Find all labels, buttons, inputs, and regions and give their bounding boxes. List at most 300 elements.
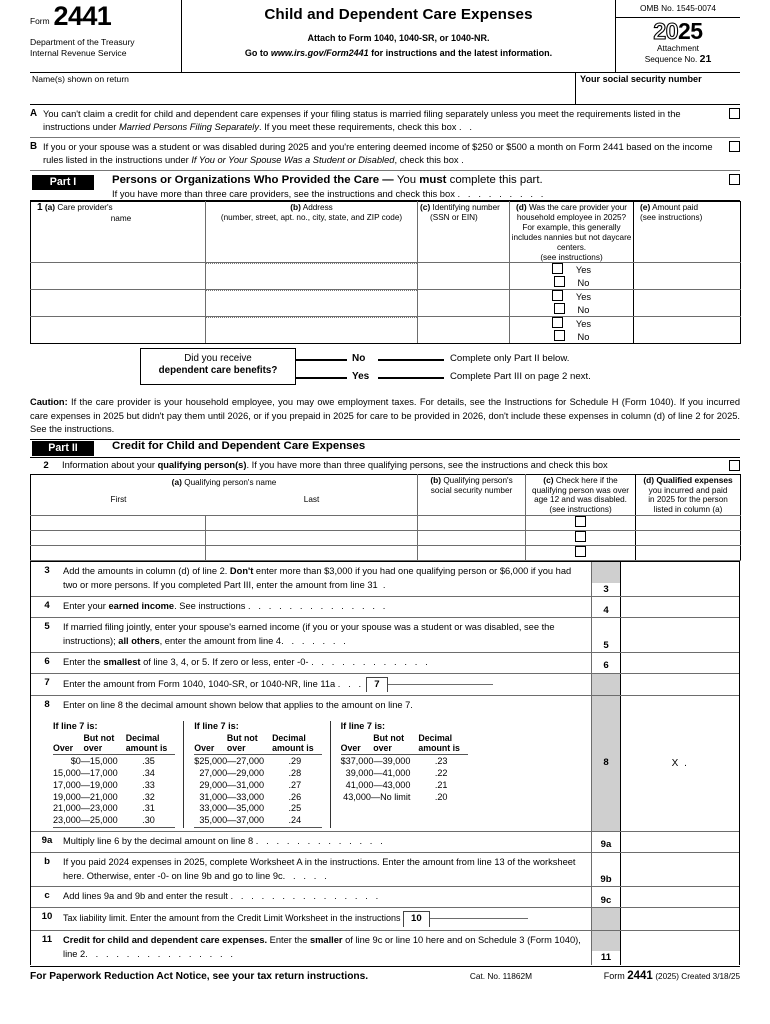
line-4-text-1: Enter your <box>63 601 109 612</box>
part-1-subtitle <box>112 188 740 199</box>
irs-url[interactable]: www.irs.gov/Form2441 <box>270 47 369 58</box>
form-title-block <box>182 0 615 72</box>
dt1-row <box>53 803 175 815</box>
line-5-text-2: , enter the amount from line 4 <box>159 635 282 646</box>
qualifying-persons-table <box>30 474 741 561</box>
line-3-number: 3 <box>44 565 50 577</box>
line-8-value: X . <box>671 757 689 769</box>
part-1-title-post: complete this part. <box>446 173 543 186</box>
dt1-range: 23,000—25,000 <box>53 815 126 827</box>
col-d-head: Was the care provider your household employee in 2025? <box>516 203 627 223</box>
line-4-text <box>63 597 591 617</box>
q-col-b-head2: social security number <box>430 485 513 495</box>
line-3-row <box>31 561 739 596</box>
dt3-row <box>341 767 468 779</box>
line-6-text <box>63 653 591 673</box>
caution-text: If the care provider is your household employee, you may owe employment taxes. For details, see the Instructions for Schedule H (Form 1040). If you incurred care expenses in 2025 but didn't pay them until 2026, or if you prepaid in 2025 for care to be provided in 2026, don't include these expenses in column (d) of line 2 for 2025. See the instructions. <box>30 397 740 435</box>
line-7-row <box>31 673 739 695</box>
q-col-d-head4: listed in column (a) <box>653 505 723 515</box>
household-yes-option[interactable] <box>541 290 602 303</box>
line-3-bold: Don't <box>229 566 254 577</box>
q-col-c-head: Check here if the <box>555 475 618 485</box>
line-6-row <box>31 652 739 673</box>
col-c-head: Identifying number <box>432 203 500 213</box>
col-b-header <box>206 202 418 263</box>
household-yes-checkbox[interactable] <box>552 290 563 301</box>
col-a-header <box>31 202 206 263</box>
line-b-letter: B <box>30 140 38 152</box>
line-11-row <box>31 930 739 965</box>
dt1-decimal: .33 <box>142 779 155 790</box>
line-9a-amount[interactable] <box>621 832 739 852</box>
line-9a-box-label: 9a <box>600 839 612 851</box>
dt1-decimal: .35 <box>142 755 155 766</box>
footer-year: (2025) <box>655 971 679 981</box>
line-10-number: 10 <box>41 911 53 923</box>
treasury-line: Department of the Treasury <box>30 36 135 47</box>
tax-year-century: 20 <box>653 17 678 44</box>
col-a-head2: name <box>110 214 132 224</box>
line-5-number: 5 <box>44 620 50 632</box>
dt3-decimal-header: Decimal amount is <box>418 734 468 755</box>
col-d-head2: For example, this generally includes nannies but not daycare centers. <box>511 223 632 252</box>
line-a-text-2: . If you meet these requirements, check this box <box>259 122 457 133</box>
line-a-letter: A <box>30 108 38 119</box>
household-no-option[interactable] <box>543 330 601 343</box>
line-a-leaders: . . <box>459 122 475 133</box>
line-7-inline-value[interactable] <box>388 684 493 685</box>
benefits-no-result: Complete only Part II below. <box>450 353 570 365</box>
col-d-header <box>510 202 634 263</box>
q-col-b-tag: (b) <box>430 474 442 485</box>
line-b-text-2: , check this box <box>394 155 459 166</box>
part-1-title <box>94 174 740 200</box>
dt2-range: 31,000—33,000 <box>199 791 265 802</box>
provider-id-cell[interactable] <box>418 317 510 344</box>
household-no-option[interactable] <box>543 276 601 289</box>
name-label: Name(s) shown on return <box>32 74 129 84</box>
dt3-row <box>341 779 468 791</box>
part-1-subtitle-text: If you have more than three care providers, see the instructions and check this box <box>112 188 455 200</box>
line-9c-leaders: . . . . . . . . . . . . . . . <box>230 891 381 902</box>
line-6-amount[interactable] <box>621 653 739 673</box>
dt3-range: $37,000—39,000 <box>340 755 411 766</box>
q-last-cell[interactable] <box>206 516 418 531</box>
line-8-number: 8 <box>44 699 50 711</box>
dt2-range: 35,000—37,000 <box>194 815 272 827</box>
line-8-box <box>591 696 621 830</box>
provider-id-cell[interactable] <box>418 263 510 290</box>
line-a-text-1: You can't claim a credit for child and dependent care expenses if your filing status is married filing separately unless you meet the requirements listed in the instructions under <box>43 109 681 133</box>
col-a-head: Care provider's <box>57 203 113 213</box>
table-row <box>31 516 741 531</box>
line-11-amount[interactable] <box>621 931 739 965</box>
line-a-checkbox[interactable] <box>729 108 740 119</box>
q-disabled-checkbox[interactable] <box>575 516 586 527</box>
benefits-question-line1: Did you receive <box>184 353 252 365</box>
q-col-d-head3: in 2025 for the person <box>648 495 728 505</box>
caution-label: Caution: <box>30 397 68 408</box>
q-first-cell[interactable] <box>31 516 206 531</box>
caution-paragraph <box>30 392 740 439</box>
line-11-bold-1: Credit for child and dependent care expenses. <box>63 934 268 945</box>
line-7-text <box>63 674 591 695</box>
line-7-number: 7 <box>44 676 50 688</box>
col-d-head3: (see instructions) <box>540 252 603 262</box>
q-col-c-head2: qualifying person was over <box>532 485 629 495</box>
line-8-box-label: 8 <box>603 757 609 769</box>
dt1-range: 15,000—17,000 <box>53 767 118 778</box>
line-10-row <box>31 907 739 929</box>
household-yes-checkbox[interactable] <box>552 263 563 274</box>
provider-name-cell[interactable] <box>31 290 206 317</box>
dt2-range: $25,000—27,000 <box>194 755 265 766</box>
footer-form-word: Form <box>603 970 625 981</box>
table-row <box>31 263 741 290</box>
q-col-a-first-label: First <box>110 494 127 504</box>
dt2-row <box>194 803 321 815</box>
table-row <box>31 531 741 546</box>
q-disabled-cell <box>526 546 636 561</box>
q-col-d-tag: (d) <box>643 474 655 485</box>
line-9c-text <box>63 887 591 907</box>
household-yes-label: Yes <box>575 292 592 303</box>
line-9a-box <box>591 832 621 852</box>
line-9c-box-label: 9c <box>600 895 612 907</box>
line-b-italic: If You or Your Spouse Was a Student or Disabled <box>191 155 395 166</box>
benefits-question-line2: dependent care benefits? <box>158 364 278 376</box>
line-b-row <box>30 138 740 171</box>
dt3-decimal: .23 <box>434 755 448 766</box>
line-10-inline-box: 10 <box>403 911 430 926</box>
part-1-header <box>30 171 740 202</box>
dt2-range: 29,000—31,000 <box>199 779 265 790</box>
part-1-label: Part I <box>32 175 94 191</box>
dt3-decimal: .20 <box>434 791 448 802</box>
line-6-box <box>591 653 621 673</box>
tax-year-yy: 25 <box>678 17 703 44</box>
q-col-a-head: Qualifying person's name <box>184 477 277 487</box>
benefits-question-box <box>140 348 296 385</box>
q-col-b-head: Qualifying person's <box>443 475 513 485</box>
q-last-cell[interactable] <box>206 531 418 546</box>
col-b-head: Address <box>302 203 333 213</box>
line-a-row <box>30 105 740 138</box>
decimal-table-3 <box>330 721 468 828</box>
page-title: Child and Dependent Care Expenses <box>264 6 533 23</box>
provider-household-cell <box>510 263 634 290</box>
line-3-box <box>591 562 621 596</box>
dt2-decimal: .29 <box>288 755 302 766</box>
provider-id-cell[interactable] <box>418 290 510 317</box>
provider-household-cell <box>510 317 634 344</box>
dt1-row <box>53 791 175 803</box>
provider-name-cell[interactable] <box>31 263 206 290</box>
household-no-checkbox[interactable] <box>554 330 565 341</box>
footer-form-number: 2441 <box>627 969 653 982</box>
attach-instruction: Attach to Form 1040, 1040-SR, or 1040-NR. <box>307 32 490 43</box>
line-9b-box <box>591 853 621 887</box>
line-9b-box-label: 9b <box>600 874 612 886</box>
dt1-decimal: .31 <box>142 803 155 814</box>
household-yes-checkbox[interactable] <box>552 317 563 328</box>
table-row <box>31 290 741 317</box>
goto-prefix: Go to <box>244 47 271 58</box>
line-4-number: 4 <box>44 600 50 612</box>
taxpayer-identity-row <box>30 73 740 105</box>
q-first-cell[interactable] <box>31 531 206 546</box>
q-col-b-header <box>418 474 526 515</box>
line-5-leaders: . . . . . . . <box>281 635 349 646</box>
catalog-number: Cat. No. 11862M <box>469 970 532 981</box>
q-last-cell[interactable] <box>206 546 418 561</box>
line-3-leaders: . <box>377 580 389 591</box>
line-11-number: 11 <box>41 933 53 945</box>
line-7-text-main: Enter the amount from Form 1040, 1040-SR, or 1040-NR, line 11a <box>63 678 336 689</box>
dt2-decimal: .27 <box>288 779 302 790</box>
line-6-leaders: . . . . . . . . . . . . <box>311 656 431 667</box>
q-col-c-head4: (see instructions) <box>549 505 612 515</box>
line-9c-amount[interactable] <box>621 887 739 907</box>
q-disabled-cell <box>526 531 636 546</box>
dt1-range: 21,000—23,000 <box>53 803 118 814</box>
table-row <box>31 546 741 561</box>
line-7-box-shaded <box>591 674 621 695</box>
footer-created: Created 3/18/25 <box>679 971 740 981</box>
line-9c-box <box>591 887 621 907</box>
tax-year <box>616 18 740 43</box>
line-8-amount[interactable] <box>621 696 739 830</box>
q-col-a-last-label: Last <box>303 494 320 504</box>
col-c-tag: (c) <box>420 202 431 213</box>
line-5-box-label: 5 <box>603 639 609 651</box>
line-2-bold: qualifying person(s) <box>157 460 247 471</box>
q-col-d-head: Qualified expenses <box>656 474 733 485</box>
part-2-header <box>30 439 740 459</box>
q-expenses-cell[interactable] <box>636 516 741 531</box>
goto-suffix: for instructions and the latest information. <box>368 47 553 58</box>
line-2-more-persons-checkbox[interactable] <box>729 460 740 471</box>
part-2-label: Part II <box>32 441 94 457</box>
dt1-row <box>53 755 175 767</box>
care-providers-table <box>30 201 741 344</box>
dt1-row <box>53 767 175 779</box>
q-disabled-cell <box>526 516 636 531</box>
line-9b-amount[interactable] <box>621 853 739 887</box>
dt3-butnot-header: But not over <box>373 734 418 755</box>
household-yes-option[interactable] <box>541 263 602 276</box>
household-no-label: No <box>577 278 590 289</box>
line-8-text: Enter on line 8 the decimal amount shown below that applies to the amount on line 7. <box>63 700 413 711</box>
col-c-header <box>418 202 510 263</box>
household-no-option[interactable] <box>543 303 601 316</box>
form-footer <box>30 966 740 984</box>
line-8-row <box>31 695 739 830</box>
line-2-text-1: Information about your <box>62 460 158 471</box>
line-9b-row <box>31 852 739 887</box>
household-no-checkbox[interactable] <box>554 276 565 287</box>
dt1-decimal: .30 <box>126 815 176 827</box>
line-9b-number: b <box>44 855 50 867</box>
table-row <box>31 317 741 344</box>
col-a-tag: (a) <box>44 202 56 213</box>
line-9c-text-main: Add lines 9a and 9b and enter the result <box>63 891 228 902</box>
line-6-text-1: Enter the <box>63 656 104 667</box>
col-c-head2: (SSN or EIN) <box>430 213 478 223</box>
provider-amount-cell[interactable] <box>634 290 741 317</box>
col-b-head2: (number, street, apt. no., city, state, and ZIP code) <box>220 213 403 223</box>
line-9b-text <box>63 853 591 887</box>
q-ssn-cell[interactable] <box>418 531 526 546</box>
omb-number: OMB No. 1545-0074 <box>616 0 740 18</box>
q-col-c-head3: age 12 and was disabled. <box>534 495 627 505</box>
q-col-d-header <box>636 474 741 515</box>
benefits-yes-connector-right <box>378 377 444 379</box>
line-6-box-label: 6 <box>603 660 609 672</box>
dt1-over-header: Over <box>53 734 84 755</box>
line-11-text <box>63 931 591 965</box>
form-identity-block <box>30 0 182 72</box>
provider-amount-cell[interactable] <box>634 317 741 344</box>
irs-line: Internal Revenue Service <box>30 47 127 58</box>
dt2-range: 33,000—35,000 <box>199 803 265 814</box>
provider-address-cell[interactable] <box>206 317 418 344</box>
col-e-head: Amount paid <box>652 203 699 213</box>
ssn-field-wrapper[interactable] <box>576 73 740 104</box>
benefits-no-label: No <box>352 353 366 365</box>
provider-name-cell[interactable] <box>31 317 206 344</box>
line-11-text-1: Enter the <box>267 934 310 945</box>
line-b-leaders: . <box>461 155 467 166</box>
line-6-number: 6 <box>44 655 50 667</box>
q-col-c-header <box>526 474 636 515</box>
provider-address-cell[interactable] <box>206 290 418 317</box>
dt1-range: $0—15,000 <box>70 755 118 766</box>
sequence-number: 21 <box>699 53 712 66</box>
col-e-header <box>634 202 741 263</box>
name-field-wrapper[interactable] <box>30 73 576 104</box>
line-2-text <box>62 460 740 471</box>
line-5-box <box>591 618 621 652</box>
line-4-box <box>591 597 621 617</box>
line-9a-text <box>63 832 591 852</box>
form-header <box>30 0 740 73</box>
dt1-decimal-header: Decimal amount is <box>126 734 176 755</box>
line-9b-text-main: If you paid 2024 expenses in 2025, complete Worksheet A in the instructions. Enter the amount from line 13 of the worksheet here. Otherwise, enter -0- on line 9b and go to line 9c <box>63 856 576 881</box>
dt1-decimal: .32 <box>142 791 155 802</box>
part-1-title-you: You <box>396 173 420 186</box>
line-9a-text-main: Multiply line 6 by the decimal amount on line 8 <box>63 835 254 846</box>
household-no-label: No <box>577 332 590 343</box>
line-5-text-1: If married filing jointly, enter your spouse's earned income (if you or your spouse was a student or was disabled, see the instructions); <box>63 621 555 646</box>
provider-amount-cell[interactable] <box>634 263 741 290</box>
benefits-yes-connector-left <box>296 377 347 379</box>
line-7-amount-blocked <box>621 674 739 695</box>
line-3-amount[interactable] <box>621 562 739 596</box>
line-10-box-shaded <box>591 908 621 929</box>
dt2-row <box>194 791 321 803</box>
benefits-no-connector-left <box>296 359 347 361</box>
line-b-checkbox[interactable] <box>729 141 740 152</box>
line-3-text-2: enter more than $3,000 if you had one qualifying person or $6,000 if you had two or more persons. If you completed Part III, enter the amount from line 31 <box>63 566 572 591</box>
q-disabled-checkbox[interactable] <box>575 546 586 557</box>
part-1-line-number: 1 <box>37 202 43 214</box>
line-b-text-1: If you or your spouse was a student or was disabled during 2025 and you're entering deemed income of $250 or $500 a month on Form 2441 based on the income rules listed in the instructions under <box>43 141 713 166</box>
decimal-table-2 <box>183 721 321 828</box>
line-7-inline-box: 7 <box>366 677 387 692</box>
q-col-c-tag: (c) <box>543 474 554 485</box>
q-disabled-checkbox[interactable] <box>575 531 586 542</box>
part-1-title-pre: Persons or Organizations Who Provided the Care <box>112 173 380 186</box>
dt1-row <box>53 779 175 791</box>
omb-block <box>615 0 740 72</box>
line-10-inline-value[interactable] <box>430 918 528 919</box>
benefits-yes-label: Yes <box>352 371 370 383</box>
dt2-over-header: Over <box>194 734 227 755</box>
q-expenses-cell[interactable] <box>636 546 741 561</box>
dependent-care-benefits-flow <box>30 346 740 392</box>
q-ssn-cell[interactable] <box>418 516 526 531</box>
dt1-row <box>53 815 175 827</box>
line-11-box-label: 11 <box>600 952 612 964</box>
dt2-decimal: .24 <box>272 815 322 827</box>
ssn-label: Your social security number <box>580 74 702 84</box>
household-yes-label: Yes <box>575 265 592 276</box>
line-11-text-2: of line 9c or line 10 here and on Schedule 3 (Form 1040), line 2 <box>63 934 581 959</box>
col-e-tag: (e) <box>640 202 651 213</box>
dt3-range: 41,000—43,000 <box>345 779 411 790</box>
decimal-amount-tables <box>31 716 591 831</box>
dt3-range: 39,000—41,000 <box>345 767 411 778</box>
line-4-bold: earned income <box>108 601 175 612</box>
dt3-range: 43,000—No limit <box>343 791 411 802</box>
line-2-number: 2 <box>43 460 49 472</box>
line-9b-leaders: . . . . . <box>282 870 330 881</box>
q-expenses-cell[interactable] <box>636 531 741 546</box>
household-yes-option[interactable] <box>541 317 602 330</box>
line-9a-row <box>31 831 739 852</box>
line-9a-leaders: . . . . . . . . . . . . . <box>255 835 386 846</box>
form-word-label: Form <box>30 15 50 26</box>
line-3-text <box>63 562 591 596</box>
household-no-checkbox[interactable] <box>554 303 565 314</box>
credit-computation-lines <box>30 561 740 964</box>
line-5-amount[interactable] <box>621 618 739 652</box>
dt3-over-header: Over <box>341 734 374 755</box>
line-10-amount-blocked <box>621 908 739 929</box>
dt2-decimal: .25 <box>288 803 302 814</box>
part-1-more-providers-checkbox[interactable] <box>729 174 740 185</box>
line-6-bold: smallest <box>103 656 141 667</box>
q-first-cell[interactable] <box>31 546 206 561</box>
q-ssn-cell[interactable] <box>418 546 526 561</box>
dt2-decimal: .28 <box>288 767 302 778</box>
dt2-decimal-header: Decimal amount is <box>272 734 322 755</box>
line-2-row <box>30 458 740 473</box>
q-col-a-tag: (a) <box>171 476 182 487</box>
line-5-text <box>63 618 591 652</box>
line-2-text-2: . If you have more than three qualifying persons, see the instructions and check this box <box>246 460 608 471</box>
attachment-label: Attachment <box>657 42 699 53</box>
line-11-bold-2: smaller <box>309 934 343 945</box>
part-2-title: Credit for Child and Dependent Care Expenses <box>112 439 366 452</box>
line-4-amount[interactable] <box>621 597 739 617</box>
line-a-italic: Married Persons Filing Separately <box>118 122 259 133</box>
line-b-text <box>43 141 740 168</box>
provider-address-cell[interactable] <box>206 263 418 290</box>
decimal-table-1-caption: If line 7 is: <box>53 721 98 732</box>
line-3-box-label: 3 <box>603 583 609 595</box>
